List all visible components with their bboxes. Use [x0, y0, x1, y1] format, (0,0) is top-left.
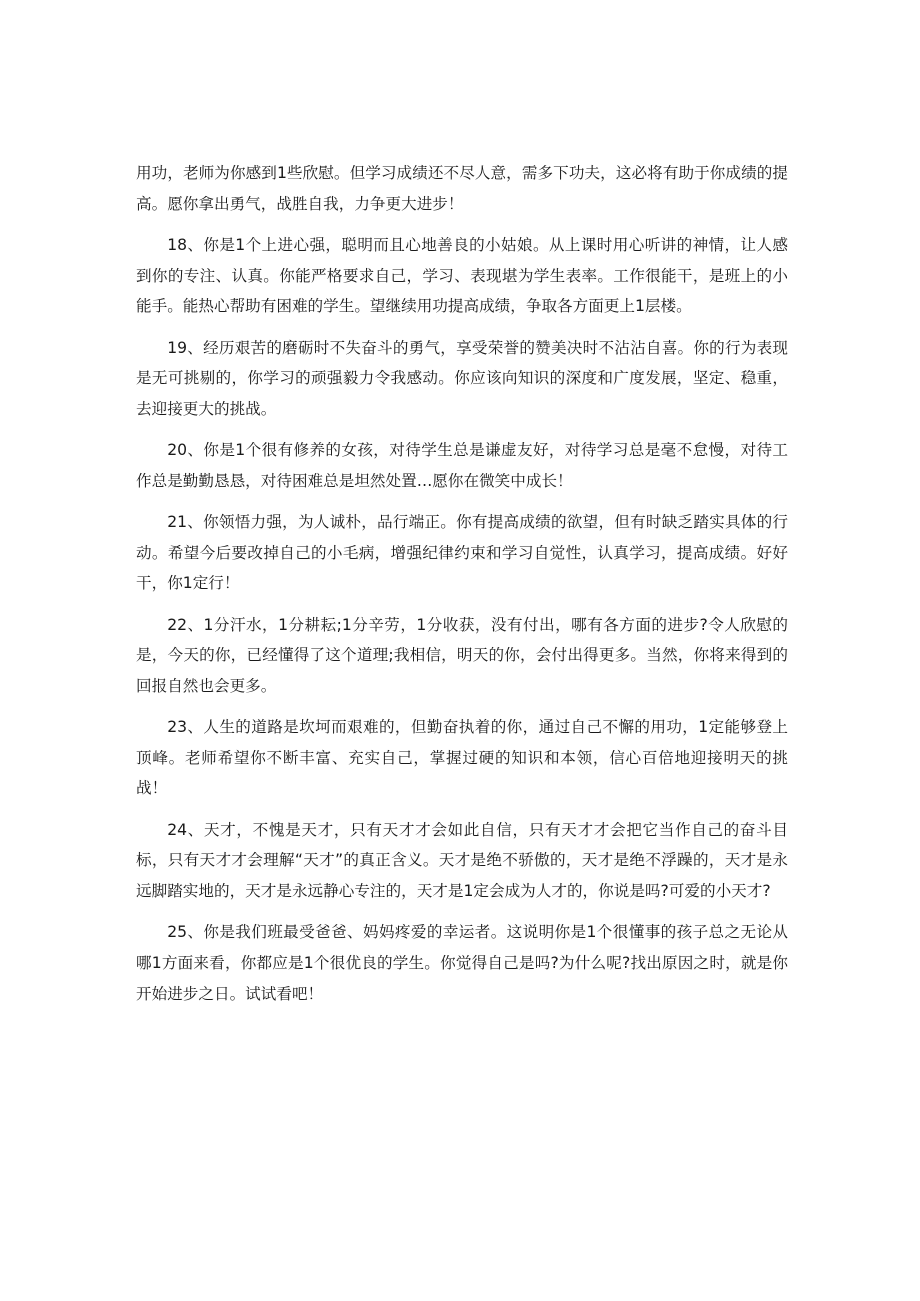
paragraph-comment-22: 22、1分汗水，1分耕耘;1分辛劳，1分收获，没有付出，哪有各方面的进步?令人欣慰的是，今天的你，已经懂得了这个道理;我相信，明天的你，会付出得更多。当然，你将来得到的回报自然也会更多。: [136, 615, 788, 695]
paragraph-comment-19: 19、经历艰苦的磨砺时不失奋斗的勇气，享受荣誉的赞美决时不沾沾自喜。你的行为表现是无可挑剔的，你学习的顽强毅力令我感动。你应该向知识的深度和广度发展，坚定、稳重，去迎接更大的挑战。: [136, 338, 788, 418]
document-body: [136, 158, 788, 1020]
paragraph-comment-24: 24、天才，不愧是天才，只有天才才会如此自信，只有天才才会把它当作自己的奋斗目标，只有天才才会理解“天才”的真正含义。天才是绝不骄傲的，天才是绝不浮躁的，天才是永远脚踏实地的，天才是永远静心专注的，天才是1定会成为人才的，你说是吗?可爱的小天才?: [136, 820, 788, 901]
paragraph-comment-18: 18、你是1个上进心强，聪明而且心地善良的小姑娘。从上课时用心听讲的神情，让人感到你的专注、认真。你能严格要求自己，学习、表现堪为学生表率。工作很能干，是班上的小能手。能热心帮助有困难的学生。望继续用功提高成绩，争取各方面更上1层楼。: [136, 235, 788, 316]
paragraph-comment-23: 23、人生的道路是坎坷而艰难的，但勤奋执着的你，通过自己不懈的用功，1定能够登上顶峰。老师希望你不断丰富、充实自己，掌握过硬的知识和本领，信心百倍地迎接明天的挑战！: [136, 718, 788, 798]
paragraph-comment-20: 20、你是1个很有修养的女孩，对待学生总是谦虚友好，对待学习总是毫不怠慢，对待工作总是勤勤恳恳，对待困难总是坦然处置…愿你在微笑中成长！: [136, 441, 788, 490]
paragraph-comment-21: 21、你领悟力强，为人诚朴，品行端正。你有提高成绩的欲望，但有时缺乏踏实具体的行动。希望今后要改掉自己的小毛病，增强纪律约束和学习自觉性，认真学习，提高成绩。好好干，你1定行！: [136, 513, 788, 593]
paragraph-continuation: 用功，老师为你感到1些欣慰。但学习成绩还不尽人意，需多下功夫，这必将有助于你成绩的提高。愿你拿出勇气，战胜自我，力争更大进步！: [136, 164, 788, 213]
paragraph-comment-25: 25、你是我们班最受爸爸、妈妈疼爱的幸运者。这说明你是1个很懂事的孩子总之无论从哪1方面来看，你都应是1个很优良的学生。你觉得自己是吗?为什么呢?找出原因之时，就是你开始进步之日。试试看吧！: [136, 923, 788, 1003]
